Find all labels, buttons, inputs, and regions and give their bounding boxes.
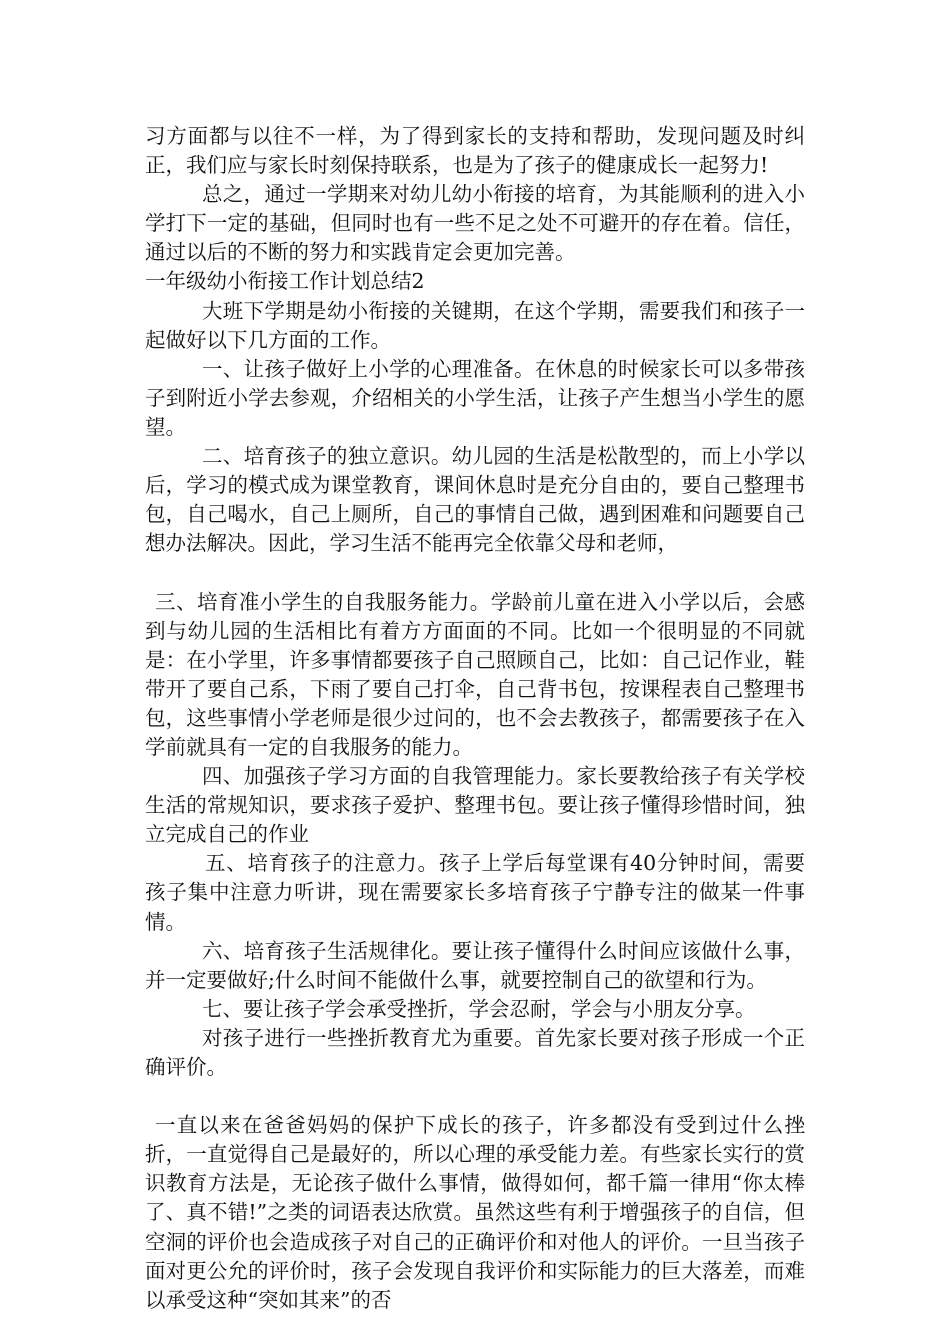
paragraph-item-5: 五、培育孩子的注意力。孩子上学后每堂课有40分钟时间，需要孩子集中注意力听讲，现在需要家长多培育孩子宁静专注的做某一件事情。: [145, 851, 805, 934]
blank-line: [145, 1082, 805, 1111]
paragraph-item-7: 七、要让孩子学会承受挫折，学会忍耐，学会与小朋友分享。: [202, 996, 756, 1021]
document-body: [145, 122, 805, 1315]
paragraph-frustration: 对孩子进行一些挫折教育尤为重要。首先家长要对孩子形成一个正确评价。: [145, 1025, 805, 1079]
paragraph-summary: 总之，通过一学期来对幼儿幼小衔接的培育，为其能顺利的进入小学打下一定的基础，但同时也有一些不足之处不可避开的存在着。信任，通过以后的不断的努力和实践肯定会更加完善。: [145, 182, 805, 265]
paragraph-continuation: 习方面都与以往不一样，为了得到家长的支持和帮助，发现问题及时纠正，我们应与家长时刻保持联系，也是为了孩子的健康成长一起努力!: [145, 124, 805, 178]
paragraph-intro: 大班下学期是幼小衔接的关键期，在这个学期，需要我们和孩子一起做好以下几方面的工作。: [145, 298, 805, 352]
paragraph-item-2: 二、培育孩子的独立意识。幼儿园的生活是松散型的，而上小学以后，学习的模式成为课堂教育，课间休息时是充分自由的，要自己整理书包，自己喝水，自己上厕所，自己的事情自己做，遇到困难和问题要自己想办法解决。因此，学习生活不能再完全依靠父母和老师，: [145, 444, 805, 556]
paragraph-item-4: 四、加强孩子学习方面的自我管理能力。家长要教给孩子有关学校生活的常规知识，要求孩子爱护、整理书包。要让孩子懂得珍惜时间，独立完成自己的作业: [145, 764, 805, 847]
blank-line: [145, 558, 805, 587]
paragraph-item-3: 三、培育准小学生的自我服务能力。学龄前儿童在进入小学以后，会感到与幼儿园的生活相比有着方方面面的不同。比如一个很明显的不同就是：在小学里，许多事情都要孩子自己照顾自己，比如：自己记作业，鞋带开了要自己系，下雨了要自己打伞，自己背书包，按课程表自己整理书包，这些事情小学老师是很少过问的，也不会去教孩子，都需要孩子在入学前就具有一定的自我服务的能力。: [145, 589, 805, 759]
paragraph-item-6: 六、培育孩子生活规律化。要让孩子懂得什么时间应该做什么事，并一定要做好;什么时间不能做什么事，就要控制自己的欲望和行为。: [145, 938, 805, 992]
paragraph-item-1: 一、让孩子做好上小学的心理准备。在休息的时候家长可以多带孩子到附近小学去参观，介绍相关的小学生活，让孩子产生想当小学生的愿望。: [145, 356, 805, 439]
section-title: 一年级幼小衔接工作计划总结2: [145, 269, 425, 294]
paragraph-evaluation: 一直以来在爸爸妈妈的保护下成长的孩子，许多都没有受到过什么挫折，一直觉得自己是最好的，所以心理的承受能力差。有些家长实行的赏识教育方法是，无论孩子做什么事情，做得如何，都千篇一律用“你太棒了、真不错!”之类的词语表达欣赏。虽然这些有利于增强孩子的自信，但空洞的评价也会造成孩子对自己的正确评价和对他人的评价。一旦当孩子面对更公允的评价时，孩子会发现自我评价和实际能力的巨大落差，而难以承受这种“突如其来”的否: [145, 1113, 805, 1312]
